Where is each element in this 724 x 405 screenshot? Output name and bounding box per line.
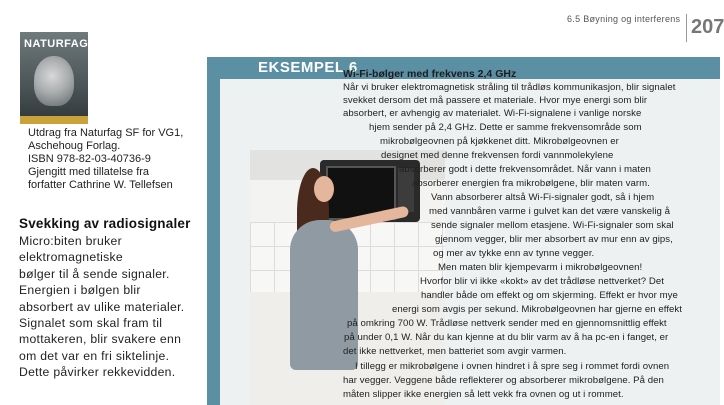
woman-face [314, 176, 334, 202]
caption-line: Gjengitt med tillatelse fra [28, 166, 150, 178]
caption-line: Utdrag fra Naturfag SF for VG1, [28, 127, 184, 139]
body-line: om det var en fri siktelinje. [19, 348, 170, 363]
text-line: svekket dersom det må passere et materiale. Hvor mye energi som blir [343, 95, 648, 106]
text-line: handler både om effekt og om skjerming. Effekt er hvor mye [421, 290, 678, 301]
text-line: det ikke nettverket, men batteriet som avgir varmen. [343, 346, 567, 357]
example-label: EKSEMPEL 6 [258, 59, 358, 76]
text-line: designet med denne frekvensen fordi vannmolekylene [381, 150, 614, 161]
book-cover-title: NATURFAG [24, 38, 89, 50]
text-line: mikrobølgeovnen på kjøkkenet ditt. Mikrobølgeovnen er [380, 136, 619, 147]
text-line: med vannbåren varme i gulvet kan det være vanskelig å [429, 206, 671, 217]
text-line: Når vi bruker elektromagnetisk stråling til trådløs kommunikasjon, blir signalet [343, 82, 676, 93]
section-body [19, 233, 209, 381]
book-cover-image [20, 32, 88, 124]
page-number: 207 [686, 14, 724, 42]
text-line: sende signaler mellom etasjene. Wi-Fi-signaler som skal [431, 220, 674, 231]
text-line: absorbert, er avhengig av materialet. Wi-Fi-signalene i vanlige norske [343, 108, 642, 119]
body-line: elektromagnetiske [19, 250, 124, 265]
cover-portrait [34, 56, 74, 106]
cover-accent-bar [20, 116, 88, 124]
text-line: Hvorfor blir vi ikke «kokt» av det trådløse nettverket? Det [420, 276, 664, 287]
text-line: hjem sender på 2,4 GHz. Dette er samme frekvensområde som [369, 122, 642, 133]
text-line: måten slipper ikke energien så lett vekk fra ovnen og ut i rommet. [343, 389, 624, 400]
text-line: I tillegg er mikrobølgene i ovnen hindret i å spre seg i rommet fordi ovnen [355, 361, 670, 372]
text-line: på omkring 700 W. Trådløse nettverk sender med en gjennomsnittlig effekt [347, 318, 667, 329]
text-line: gjennom vegger, blir mer absorbert av mur enn av gips, [435, 234, 673, 245]
body-line: Dette påvirker rekkevidden. [19, 365, 176, 380]
text-line: og mer av tykke enn av tynne vegger. [433, 248, 595, 259]
text-line: Men maten blir kjempevarm i mikrobølgeovnen! [438, 262, 643, 273]
body-line: absorbert av ulike materialer. [19, 299, 185, 314]
section-heading: Svekking av radiosignaler [19, 216, 191, 231]
text-line: energi som avgis per sekund. Mikrobølgeovnen har gjerne en effekt [392, 304, 682, 315]
text-line: absorberer godt i dette frekvensområdet. Når vann i maten [399, 164, 651, 175]
text-line: Vann absorberer altså Wi-Fi-signaler godt, så i hjem [431, 192, 655, 203]
caption-line: forfatter Cathrine W. Tellefsen [28, 179, 173, 191]
example-title: Wi-Fi-bølger med frekvens 2,4 GHz [343, 68, 517, 80]
body-line: Micro:biten bruker [19, 234, 122, 248]
body-line: Signalet som skal fram til [19, 316, 163, 331]
text-line: har vegger. Veggene både reflekterer og absorberer mikrobølgene. På den [343, 375, 664, 386]
body-line: Energien i bølgen blir [19, 283, 141, 298]
text-line: absorberer energien fra mikrobølgene, blir maten varm. [412, 178, 650, 189]
caption-line: Aschehoug Forlag. [28, 140, 121, 152]
chapter-header: 6.5 Bøyning og interferens [567, 14, 681, 24]
source-caption [28, 127, 208, 192]
body-line: bølger til å sende signaler. [19, 266, 170, 281]
body-line: mottakeren, blir svakere enn [19, 332, 182, 347]
example-side-band [207, 79, 220, 405]
caption-line: ISBN 978-82-03-40736-9 [28, 153, 151, 165]
text-line: på under 0,1 W. Når du kan kjenne at du blir varm av å ha pc-en i fanget, er [344, 332, 669, 343]
